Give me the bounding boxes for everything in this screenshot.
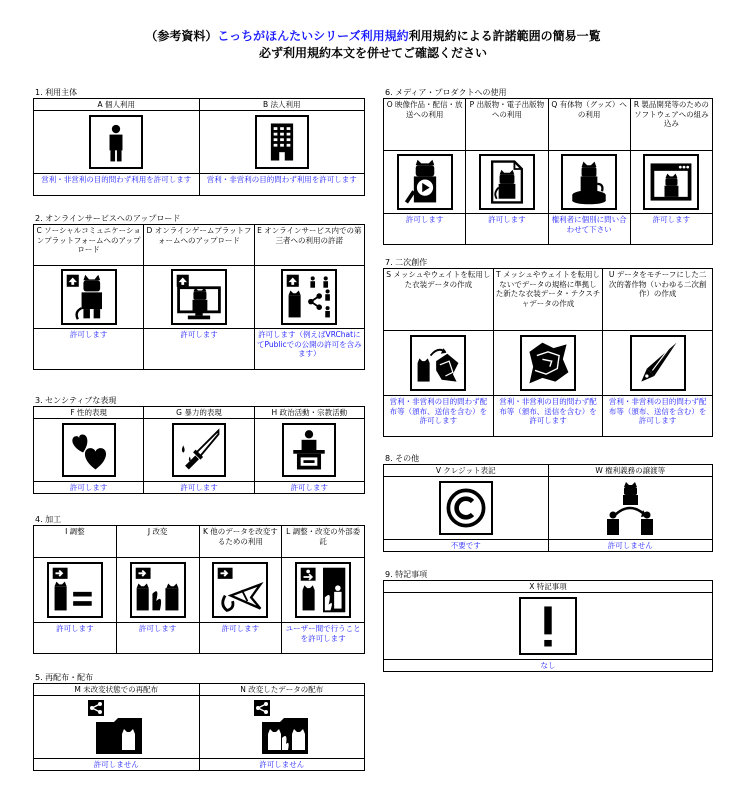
- cell-label: O 映像作品・配信・放送への利用: [384, 99, 465, 151]
- cell-label: D オンラインゲームプラットフォームへのアップロード: [144, 225, 253, 266]
- cell-label: P 出版物・電子出版物への利用: [466, 99, 547, 151]
- license-table: [33, 224, 365, 370]
- permission-text: 不要です: [384, 539, 548, 551]
- cell-label: E オンラインサービス内での第三者への利用の許諾: [255, 225, 364, 266]
- transform-icon: [212, 562, 268, 618]
- cell-video-broadcast: [384, 99, 465, 244]
- page-title: [0, 28, 746, 44]
- cell-label: V クレジット表記: [384, 465, 548, 477]
- section-title: 7. 二次創作: [385, 258, 428, 267]
- cell-credit-notation: [384, 465, 548, 551]
- permission-text: 営利・非営利の目的問わず配布等（頒布、送信を含む）を許可します: [603, 395, 712, 436]
- cell-modified-distribution: [199, 684, 365, 770]
- cell-violent-expression: [143, 407, 253, 493]
- license-table: [33, 406, 365, 494]
- cell-label: F 性的表現: [34, 407, 143, 419]
- permission-text: 営利・非営利の目的問わず利用を許可します: [200, 173, 365, 195]
- terms-link[interactable]: こっちがほんたいシリーズ利用規約: [217, 29, 409, 43]
- figure-icon: [561, 154, 617, 210]
- permission-text: 許可します: [384, 213, 465, 225]
- permission-text: ユーザー間で行うことを許可します: [282, 622, 364, 653]
- license-table: [33, 98, 365, 196]
- pen-nib-icon: [630, 335, 686, 391]
- section-media-products: [383, 88, 713, 245]
- section-special-notes: [383, 570, 713, 672]
- section-title: 9. 特記事項: [385, 570, 428, 579]
- page-subtitle: 必ず利用規約本文を併せてご確認ください: [258, 46, 487, 60]
- cell-label: H 政治活動・宗教活動: [255, 407, 364, 419]
- permission-text: 許可します（例えばVRChatにてPublicでの公開の許可を含みます）: [255, 328, 364, 369]
- modify-icon: [130, 562, 186, 618]
- cell-label: I 調整: [34, 526, 116, 558]
- section-sensitive-expression: [33, 396, 365, 494]
- section-title: 2. オンラインサービスへのアップロード: [35, 214, 181, 223]
- permission-text: 許可します: [255, 481, 364, 493]
- section-title: 4. 加工: [35, 515, 62, 524]
- permission-text: 許可します: [34, 328, 143, 340]
- section-derivative-works: [383, 258, 713, 437]
- title-suffix: 利用規約による許諾範囲の簡易一覧: [408, 29, 601, 43]
- permission-text: 許可します: [34, 481, 143, 493]
- cell-personal-use: [34, 99, 199, 195]
- share-modified-folder-icon: [252, 698, 312, 756]
- section-title: 5. 再配布・配布: [35, 673, 94, 682]
- cell-political-religious: [254, 407, 364, 493]
- copyright-icon: [439, 481, 493, 535]
- cell-label: W 権利義務の譲渡等: [549, 465, 713, 477]
- adjust-icon: [47, 562, 103, 618]
- cell-transfer-of-rights: [548, 465, 713, 551]
- mesh-transfer-icon: [410, 335, 466, 391]
- upload-monitor-icon: [171, 269, 227, 325]
- cell-label: U データをモチーフにした二次的著作物（いわゆる二次創作）の作成: [603, 269, 712, 331]
- permission-text: 許可します: [144, 481, 253, 493]
- cell-label: S メッシュやウェイトを転用した衣装データの作成: [384, 269, 493, 331]
- permission-text: 権利者に個別に問い合わせて下さい: [549, 213, 630, 244]
- cell-sexual-expression: [34, 407, 143, 493]
- license-table: [383, 98, 713, 245]
- video-icon: [397, 154, 453, 210]
- permission-text: 営利・非営利の目的問わず配布等（頒布、送信を含む）を許可します: [494, 395, 603, 436]
- permission-text: なし: [384, 659, 712, 671]
- upload-avatar-icon: [61, 269, 117, 325]
- section-redistribution: [33, 673, 365, 771]
- cell-game-platform-upload: [143, 225, 253, 369]
- software-window-icon: [643, 154, 699, 210]
- cell-label: Q 有体物（グッズ）への利用: [549, 99, 630, 151]
- cell-unmodified-redistribution: [34, 684, 199, 770]
- cell-label: N 改変したデータの配布: [200, 684, 365, 696]
- title-prefix: （参考資料）: [145, 29, 218, 43]
- cell-label: J 改変: [117, 526, 199, 558]
- cell-mesh-costume: [384, 269, 493, 436]
- permission-text: 許可します: [631, 213, 712, 225]
- section-title: 3. センシティブな表現: [35, 396, 117, 405]
- cell-label: R 製品開発等のためのソフトウェアへの組み込み: [631, 99, 712, 151]
- license-table: [33, 525, 365, 654]
- page-header: [0, 28, 746, 61]
- cell-social-platform-upload: [34, 225, 143, 369]
- permission-text: 許可します: [466, 213, 547, 225]
- section-processing: [33, 515, 365, 654]
- cell-label: M 未改変状態での再配布: [34, 684, 199, 696]
- share-folder-icon: [86, 698, 146, 756]
- exclamation-icon: [519, 597, 577, 655]
- office-building-icon: [255, 115, 309, 169]
- permission-text: 許可します: [34, 622, 116, 653]
- cell-adjustment: [34, 526, 116, 653]
- cell-label: C ソーシャルコミュニケーションプラットフォームへのアップロード: [34, 225, 143, 266]
- cell-outsourcing: [281, 526, 364, 653]
- cell-corporate-use: [199, 99, 365, 195]
- cell-label: B 法人利用: [200, 99, 365, 111]
- cell-label: L 調整・改変の外部委託: [282, 526, 364, 558]
- permission-text: 許可しません: [200, 758, 365, 770]
- cloth-icon: [520, 335, 576, 391]
- permission-text: 許可しません: [549, 539, 713, 551]
- person-icon: [89, 115, 143, 169]
- section-title: 6. メディア・プロダクトへの使用: [385, 88, 507, 97]
- cell-fan-work: [602, 269, 712, 436]
- permission-text: 許可します: [117, 622, 199, 653]
- license-table: [383, 580, 713, 672]
- podium-icon: [282, 423, 336, 477]
- publication-icon: [479, 154, 535, 210]
- section-title: 8. その他: [385, 454, 420, 463]
- cell-special-notes: [384, 581, 712, 671]
- cell-third-party-license: [254, 225, 364, 369]
- cell-software-embedding: [630, 99, 712, 244]
- outsource-icon: [295, 562, 351, 618]
- cell-label: T メッシュやウェイトを転用しないでデータの規格に準拠した新たな衣装データ・テクスチャデータの作成: [494, 269, 603, 331]
- permission-text: 許可します: [144, 328, 253, 340]
- cell-label: X 特記事項: [384, 581, 712, 593]
- cell-label: K 他のデータを改変するための利用: [200, 526, 282, 558]
- section-online-upload: [33, 214, 365, 370]
- cell-label: G 暴力的表現: [144, 407, 253, 419]
- license-table: [33, 683, 365, 771]
- cell-physical-goods: [548, 99, 630, 244]
- section-usage-subject: [33, 88, 365, 196]
- cell-label: A 個人利用: [34, 99, 199, 111]
- permission-text: 営利・非営利の目的問わず配布等（頒布、送信を含む）を許可します: [384, 395, 493, 436]
- cell-use-for-other-data: [199, 526, 282, 653]
- cell-publication: [465, 99, 547, 244]
- transfer-rights-icon: [601, 479, 659, 537]
- hearts-icon: [62, 423, 116, 477]
- license-table: [383, 464, 713, 552]
- cell-new-costume-texture: [493, 269, 603, 436]
- permission-text: 営利・非営利の目的問わず利用を許可します: [34, 173, 199, 195]
- license-table: [383, 268, 713, 437]
- cell-modification: [116, 526, 199, 653]
- section-other: [383, 454, 713, 552]
- permission-text: 許可します: [200, 622, 282, 653]
- knife-icon: [172, 423, 226, 477]
- permission-text: 許可しません: [34, 758, 199, 770]
- share-users-icon: [281, 269, 337, 325]
- section-title: 1. 利用主体: [35, 88, 78, 97]
